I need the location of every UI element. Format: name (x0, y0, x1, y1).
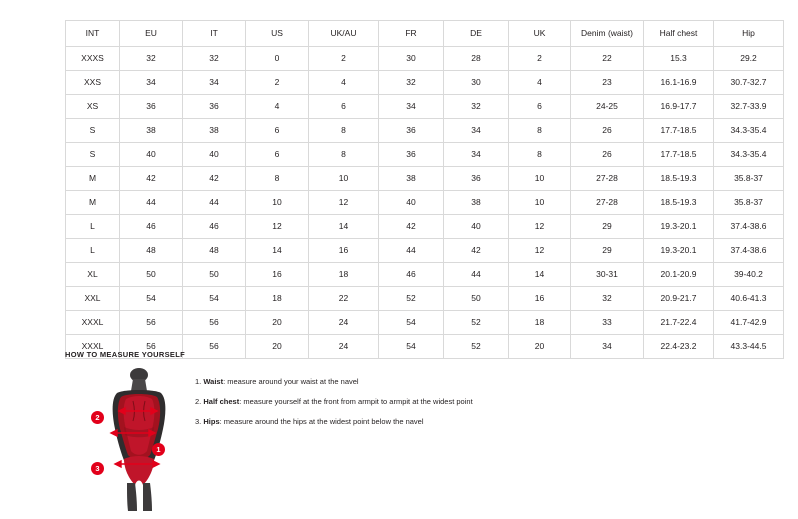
cell-uk-au: 14 (309, 215, 379, 239)
cell-eu: 48 (120, 239, 183, 263)
cell-uk-au: 2 (309, 47, 379, 71)
note-text-waist: : measure around your waist at the navel (223, 377, 359, 386)
marker-1-waist: 1 (152, 443, 165, 456)
cell-uk: 2 (509, 47, 571, 71)
cell-int: S (66, 143, 120, 167)
cell-fr: 52 (379, 287, 444, 311)
table-header (66, 21, 784, 47)
cell-uk: 16 (509, 287, 571, 311)
cell-int: XXXL (66, 335, 120, 359)
cell-us: 16 (246, 263, 309, 287)
cell-it: 36 (183, 95, 246, 119)
cell-fr: 54 (379, 335, 444, 359)
cell-denim-waist: 24-25 (571, 95, 644, 119)
cell-uk: 12 (509, 239, 571, 263)
measure-notes-list (185, 365, 473, 437)
cell-uk: 4 (509, 71, 571, 95)
column-header-hip: Hip (714, 21, 784, 47)
note-number-1: 1. (195, 377, 202, 386)
cell-hip: 29.2 (714, 47, 784, 71)
cell-half-chest: 16.9-17.7 (644, 95, 714, 119)
cell-hip: 30.7-32.7 (714, 71, 784, 95)
column-header-eu: EU (120, 21, 183, 47)
cell-hip: 37.4-38.6 (714, 215, 784, 239)
cell-denim-waist: 33 (571, 311, 644, 335)
cell-fr: 32 (379, 71, 444, 95)
column-header-de: DE (444, 21, 509, 47)
column-header-int: INT (66, 21, 120, 47)
cell-denim-waist: 23 (571, 71, 644, 95)
cell-denim-waist: 26 (571, 143, 644, 167)
cell-fr: 38 (379, 167, 444, 191)
cell-denim-waist: 29 (571, 239, 644, 263)
cell-denim-waist: 22 (571, 47, 644, 71)
table-row (66, 95, 784, 119)
cell-us: 6 (246, 119, 309, 143)
cell-hip: 41.7-42.9 (714, 311, 784, 335)
cell-uk: 12 (509, 215, 571, 239)
table-row (66, 71, 784, 95)
cell-denim-waist: 32 (571, 287, 644, 311)
note-number-2: 2. (195, 397, 202, 406)
cell-half-chest: 20.1-20.9 (644, 263, 714, 287)
cell-de: 38 (444, 191, 509, 215)
column-header-uk: UK (509, 21, 571, 47)
cell-eu: 32 (120, 47, 183, 71)
cell-us: 0 (246, 47, 309, 71)
column-header-us: US (246, 21, 309, 47)
table-row (66, 311, 784, 335)
marker-3-hips: 3 (91, 462, 104, 475)
cell-fr: 36 (379, 143, 444, 167)
cell-de: 52 (444, 335, 509, 359)
measure-note-hips (195, 417, 473, 426)
measure-note-waist (195, 377, 473, 386)
cell-hip: 35.8-37 (714, 191, 784, 215)
column-header-denim-waist: Denim (waist) (571, 21, 644, 47)
note-term-half-chest: Half chest (203, 397, 240, 406)
cell-de: 40 (444, 215, 509, 239)
cell-de: 36 (444, 167, 509, 191)
cell-uk-au: 8 (309, 143, 379, 167)
marker-2-half-chest: 2 (91, 411, 104, 424)
cell-eu: 42 (120, 167, 183, 191)
cell-half-chest: 15.3 (644, 47, 714, 71)
cell-half-chest: 21.7-22.4 (644, 311, 714, 335)
note-text-half-chest: : measure yourself at the front from armpit to armpit at the widest point (239, 397, 473, 406)
table-row (66, 215, 784, 239)
column-header-uk-au: UK/AU (309, 21, 379, 47)
how-to-measure-body (65, 365, 735, 515)
how-to-measure-title: HOW TO MEASURE YOURSELF (65, 350, 185, 359)
cell-eu: 34 (120, 71, 183, 95)
cell-us: 4 (246, 95, 309, 119)
cell-fr: 30 (379, 47, 444, 71)
cell-int: M (66, 167, 120, 191)
cell-half-chest: 17.7-18.5 (644, 119, 714, 143)
cell-half-chest: 20.9-21.7 (644, 287, 714, 311)
cell-uk-au: 16 (309, 239, 379, 263)
cell-int: M (66, 191, 120, 215)
cell-eu: 56 (120, 335, 183, 359)
cell-fr: 54 (379, 311, 444, 335)
cell-fr: 42 (379, 215, 444, 239)
cell-uk: 18 (509, 311, 571, 335)
cell-half-chest: 16.1-16.9 (644, 71, 714, 95)
column-header-it: IT (183, 21, 246, 47)
cell-it: 54 (183, 287, 246, 311)
cell-uk-au: 12 (309, 191, 379, 215)
cell-half-chest: 19.3-20.1 (644, 239, 714, 263)
cell-denim-waist: 26 (571, 119, 644, 143)
cell-uk: 8 (509, 119, 571, 143)
cell-us: 20 (246, 335, 309, 359)
cell-de: 52 (444, 311, 509, 335)
cell-eu: 44 (120, 191, 183, 215)
cell-int: XXS (66, 71, 120, 95)
cell-denim-waist: 27-28 (571, 191, 644, 215)
cell-uk: 14 (509, 263, 571, 287)
cell-de: 42 (444, 239, 509, 263)
table-body (66, 47, 784, 359)
cell-it: 56 (183, 335, 246, 359)
cell-uk: 8 (509, 143, 571, 167)
cell-int: XXXL (66, 311, 120, 335)
cell-us: 12 (246, 215, 309, 239)
cell-it: 32 (183, 47, 246, 71)
cell-uk-au: 8 (309, 119, 379, 143)
table-row (66, 191, 784, 215)
cell-us: 10 (246, 191, 309, 215)
cell-it: 38 (183, 119, 246, 143)
column-header-half-chest: Half chest (644, 21, 714, 47)
cell-uk-au: 18 (309, 263, 379, 287)
size-chart-table (65, 20, 784, 359)
cell-hip: 34.3-35.4 (714, 119, 784, 143)
cell-hip: 34.3-35.4 (714, 143, 784, 167)
table-row (66, 239, 784, 263)
cell-hip: 39-40.2 (714, 263, 784, 287)
measure-note-half-chest (195, 397, 473, 406)
cell-half-chest: 18.5-19.3 (644, 167, 714, 191)
cell-fr: 36 (379, 119, 444, 143)
cell-hip: 32.7-33.9 (714, 95, 784, 119)
cell-uk-au: 4 (309, 71, 379, 95)
cell-us: 14 (246, 239, 309, 263)
cell-uk: 6 (509, 95, 571, 119)
cell-us: 8 (246, 167, 309, 191)
cell-fr: 40 (379, 191, 444, 215)
cell-eu: 54 (120, 287, 183, 311)
cell-de: 34 (444, 143, 509, 167)
cell-uk: 10 (509, 191, 571, 215)
cell-uk-au: 24 (309, 335, 379, 359)
cell-hip: 40.6-41.3 (714, 287, 784, 311)
cell-us: 18 (246, 287, 309, 311)
cell-int: XL (66, 263, 120, 287)
table-row (66, 47, 784, 71)
cell-de: 44 (444, 263, 509, 287)
cell-int: XXL (66, 287, 120, 311)
cell-us: 20 (246, 311, 309, 335)
cell-it: 46 (183, 215, 246, 239)
note-term-waist: Waist (203, 377, 224, 386)
cell-int: L (66, 215, 120, 239)
cell-eu: 36 (120, 95, 183, 119)
cell-it: 42 (183, 167, 246, 191)
cell-de: 32 (444, 95, 509, 119)
note-term-hips: Hips (203, 417, 220, 426)
cell-uk-au: 10 (309, 167, 379, 191)
cell-uk-au: 6 (309, 95, 379, 119)
cell-uk: 10 (509, 167, 571, 191)
cell-denim-waist: 30-31 (571, 263, 644, 287)
cell-hip: 37.4-38.6 (714, 239, 784, 263)
cell-fr: 34 (379, 95, 444, 119)
cell-int: XXXS (66, 47, 120, 71)
cell-it: 44 (183, 191, 246, 215)
cell-de: 30 (444, 71, 509, 95)
note-number-3: 3. (195, 417, 202, 426)
cell-denim-waist: 29 (571, 215, 644, 239)
cell-int: XS (66, 95, 120, 119)
table-row (66, 263, 784, 287)
cell-int: S (66, 119, 120, 143)
cell-hip: 43.3-44.5 (714, 335, 784, 359)
cell-fr: 44 (379, 239, 444, 263)
cell-us: 2 (246, 71, 309, 95)
cell-half-chest: 22.4-23.2 (644, 335, 714, 359)
mannequin-illustration (93, 367, 185, 512)
size-chart-table-container (65, 20, 767, 359)
cell-eu: 56 (120, 311, 183, 335)
cell-denim-waist: 27-28 (571, 167, 644, 191)
cell-half-chest: 19.3-20.1 (644, 215, 714, 239)
table-row (66, 143, 784, 167)
table-header-row (66, 21, 784, 47)
mannequin-figure-container (65, 365, 185, 515)
cell-uk: 20 (509, 335, 571, 359)
cell-it: 56 (183, 311, 246, 335)
table-row (66, 287, 784, 311)
cell-us: 6 (246, 143, 309, 167)
cell-hip: 35.8-37 (714, 167, 784, 191)
cell-eu: 46 (120, 215, 183, 239)
cell-it: 40 (183, 143, 246, 167)
cell-int: L (66, 239, 120, 263)
note-text-hips: : measure around the hips at the widest point below the navel (219, 417, 424, 426)
cell-de: 34 (444, 119, 509, 143)
cell-eu: 40 (120, 143, 183, 167)
cell-half-chest: 17.7-18.5 (644, 143, 714, 167)
cell-denim-waist: 34 (571, 335, 644, 359)
cell-uk-au: 22 (309, 287, 379, 311)
cell-fr: 46 (379, 263, 444, 287)
how-to-measure-section (65, 350, 735, 515)
table-row (66, 167, 784, 191)
cell-half-chest: 18.5-19.3 (644, 191, 714, 215)
cell-it: 34 (183, 71, 246, 95)
cell-uk-au: 24 (309, 311, 379, 335)
cell-it: 48 (183, 239, 246, 263)
cell-eu: 50 (120, 263, 183, 287)
cell-it: 50 (183, 263, 246, 287)
cell-eu: 38 (120, 119, 183, 143)
cell-de: 28 (444, 47, 509, 71)
table-row (66, 119, 784, 143)
column-header-fr: FR (379, 21, 444, 47)
cell-de: 50 (444, 287, 509, 311)
